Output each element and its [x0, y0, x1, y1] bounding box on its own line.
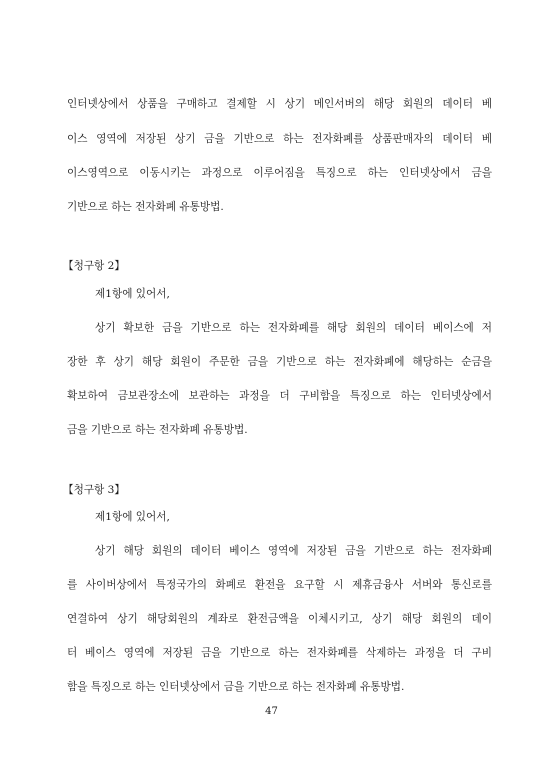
paragraph-line: 터 베이스 영역에 저장된 금을 기반으로 하는 전자화폐를 삭제하는 과정을 더 구비: [67, 647, 492, 659]
paragraph-line: 상기 해당 회원의 데이터 베이스 영역에 저장된 금을 기반으로 하는 전자화폐: [95, 545, 492, 557]
paragraph-line: 확보하여 금보관장소에 보관하는 과정을 더 구비함을 특징으로 하는 인터넷상에서: [67, 390, 492, 402]
paragraph-line: 이스 영역에 저장된 상기 금을 기반으로 하는 전자화폐를 상품판매자의 데이터 베: [67, 133, 492, 145]
paragraph-line: 이스영역으로 이동시키는 과정으로 이루어짐을 특징으로 하는 인터넷상에서 금을: [67, 167, 492, 179]
paragraph-line: 를 사이버상에서 특정국가의 화폐로 환전을 요구할 시 제휴금융사 서버와 통신로를: [67, 579, 492, 591]
claim-2-reference: 제1항에 있어서,: [95, 288, 170, 300]
claim-3-heading: 【청구항 3】: [63, 484, 125, 496]
claim-2-heading: 【청구항 2】: [63, 260, 125, 272]
paragraph-line: 연결하여 상기 해당회원의 계좌로 환전금액을 이체시키고, 상기 해당 회원의 데이: [67, 613, 492, 625]
page-number: 47: [265, 706, 278, 717]
paragraph-line: 금을 기반으로 하는 전자화폐 유통방법.: [67, 424, 248, 436]
claim-3-reference: 제1항에 있어서,: [95, 511, 170, 523]
paragraph-line: 기반으로 하는 전자화폐 유통방법.: [67, 201, 224, 213]
paragraph-line: 인터넷상에서 상품을 구매하고 결제할 시 상기 메인서버의 해당 회원의 데이터 베: [67, 98, 492, 110]
paragraph-line: 상기 확보한 금을 기반으로 하는 전자화폐를 해당 회원의 데이터 베이스에 저: [95, 322, 492, 334]
paragraph-line: 함을 특징으로 하는 인터넷상에서 금을 기반으로 하는 전자화폐 유통방법.: [67, 681, 405, 693]
paragraph-line: 장한 후 상기 해당 회원이 주문한 금을 기반으로 하는 전자화폐에 해당하는 순금을: [67, 356, 492, 368]
